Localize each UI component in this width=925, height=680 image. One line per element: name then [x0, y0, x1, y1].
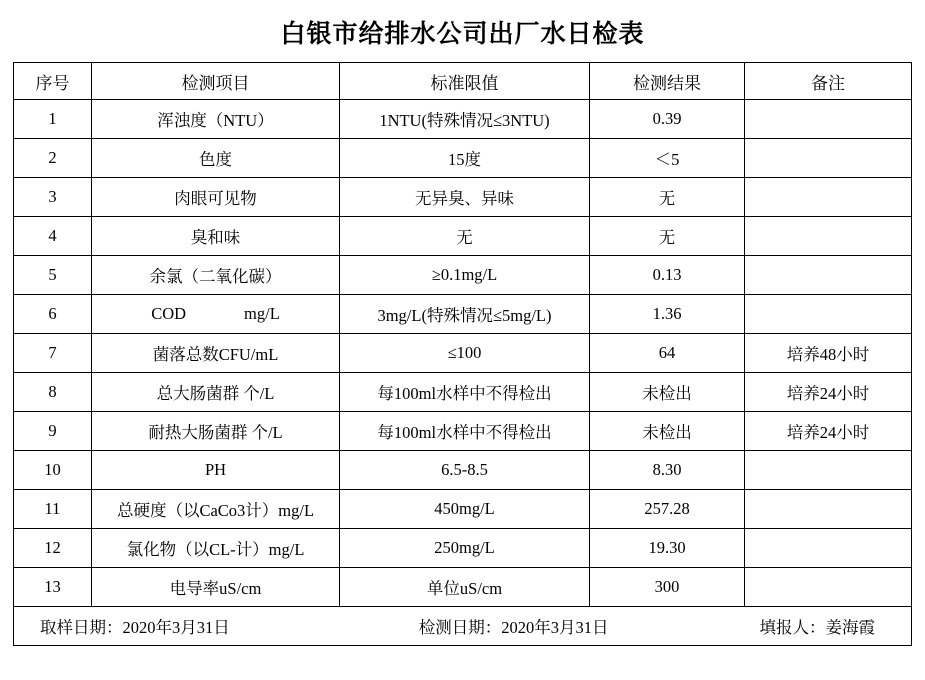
column-header-note: 备注 [745, 63, 912, 100]
cell-std: 250mg/L [340, 529, 590, 568]
cell-item: 总大肠菌群 个/L [92, 373, 340, 412]
cell-no: 10 [14, 451, 92, 490]
water-quality-table [13, 62, 912, 646]
reporter-text: 填报人：姜海霞 [759, 618, 875, 637]
cell-note [745, 139, 912, 178]
cell-no: 7 [14, 334, 92, 373]
cell-item: PH [92, 451, 340, 490]
page-title: 白银市给排水公司出厂水日检表 [280, 21, 645, 48]
cell-note [745, 295, 912, 334]
test-date-text: 检测日期：2020年3月31日 [418, 618, 609, 637]
cell-item [92, 295, 340, 334]
cell-std: 每100ml水样中不得检出 [340, 373, 590, 412]
table-row [14, 139, 912, 178]
table-footer-row [14, 607, 912, 646]
cell-note: 培养24小时 [745, 412, 912, 451]
table-row [14, 412, 912, 451]
cell-note: 培养48小时 [745, 334, 912, 373]
cell-no: 1 [14, 100, 92, 139]
cell-result: 0.13 [590, 256, 745, 295]
cell-item: 总硬度（以CaCo3计）mg/L [92, 490, 340, 529]
column-header-item: 检测项目 [92, 63, 340, 100]
cell-result: 未检出 [590, 373, 745, 412]
cell-note [745, 256, 912, 295]
cell-item: 耐热大肠菌群 个/L [92, 412, 340, 451]
cell-std: 每100ml水样中不得检出 [340, 412, 590, 451]
cell-no: 12 [14, 529, 92, 568]
cell-note [745, 217, 912, 256]
cell-result: 64 [590, 334, 745, 373]
cell-result: 0.39 [590, 100, 745, 139]
table-row [14, 100, 912, 139]
cell-result: ＜5 [590, 139, 745, 178]
cell-no: 2 [14, 139, 92, 178]
table-row [14, 334, 912, 373]
cell-std: 单位uS/cm [340, 568, 590, 607]
cell-item: 色度 [92, 139, 340, 178]
cell-result: 300 [590, 568, 745, 607]
table-row [14, 256, 912, 295]
cell-item-label: COD [151, 304, 187, 323]
cell-std: 3mg/L(特殊情况≤5mg/L) [340, 295, 590, 334]
cell-item: 肉眼可见物 [92, 178, 340, 217]
cell-std: 1NTU(特殊情况≤3NTU) [340, 100, 590, 139]
cell-result: 无 [590, 178, 745, 217]
cell-no: 6 [14, 295, 92, 334]
cell-result: 257.28 [590, 490, 745, 529]
cell-no: 3 [14, 178, 92, 217]
cell-item: 氯化物（以CL-计）mg/L [92, 529, 340, 568]
cell-no: 11 [14, 490, 92, 529]
table-row [14, 178, 912, 217]
cell-no: 9 [14, 412, 92, 451]
cell-std: 无 [340, 217, 590, 256]
cell-item: 电导率uS/cm [92, 568, 340, 607]
cell-item: 菌落总数CFU/mL [92, 334, 340, 373]
cell-result: 19.30 [590, 529, 745, 568]
cell-note [745, 100, 912, 139]
cell-std: ≥0.1mg/L [340, 256, 590, 295]
cell-std: 450mg/L [340, 490, 590, 529]
cell-result: 1.36 [590, 295, 745, 334]
cell-note [745, 451, 912, 490]
table-row [14, 529, 912, 568]
table-row [14, 490, 912, 529]
cell-result: 8.30 [590, 451, 745, 490]
table-row [14, 568, 912, 607]
cell-std: 6.5-8.5 [340, 451, 590, 490]
table-row [14, 373, 912, 412]
table-row [14, 295, 912, 334]
cell-std: 15度 [340, 139, 590, 178]
cell-no: 8 [14, 373, 92, 412]
cell-note [745, 490, 912, 529]
cell-item: 臭和味 [92, 217, 340, 256]
cell-note [745, 178, 912, 217]
column-header-no: 序号 [14, 63, 92, 100]
column-header-result: 检测结果 [590, 63, 745, 100]
footer-cell [14, 607, 912, 646]
cell-item-unit: mg/L [244, 304, 280, 323]
cell-std: 无异臭、异味 [340, 178, 590, 217]
cell-item: 余氯（二氧化碳） [92, 256, 340, 295]
cell-no: 4 [14, 217, 92, 256]
column-header-std: 标准限值 [340, 63, 590, 100]
cell-result: 无 [590, 217, 745, 256]
table-row [14, 217, 912, 256]
cell-item: 浑浊度（NTU） [92, 100, 340, 139]
cell-result: 未检出 [590, 412, 745, 451]
cell-std: ≤100 [340, 334, 590, 373]
cell-note [745, 529, 912, 568]
cell-note [745, 568, 912, 607]
sampling-date-text: 取样日期：2020年3月31日 [40, 618, 230, 637]
table-row [14, 451, 912, 490]
cell-note: 培养24小时 [745, 373, 912, 412]
cell-no: 13 [14, 568, 92, 607]
table-header-row [14, 63, 912, 100]
cell-no: 5 [14, 256, 92, 295]
